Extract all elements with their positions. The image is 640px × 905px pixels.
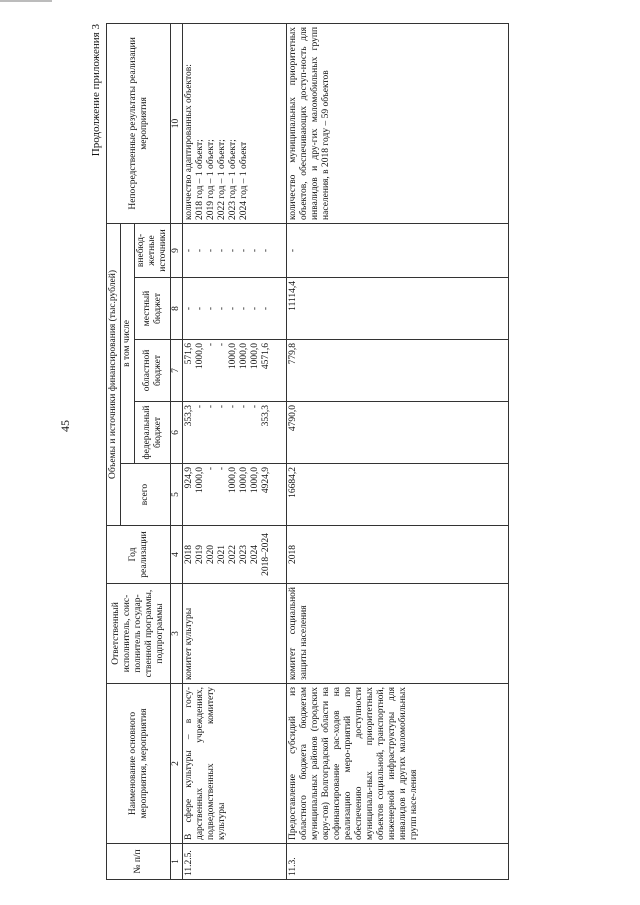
header-including: в том числе bbox=[121, 223, 135, 463]
row-num: 11.2.5. bbox=[183, 844, 287, 880]
header-offbudget: внебюд-жетные источники bbox=[135, 223, 171, 277]
page-number: 45 bbox=[58, 420, 72, 432]
funding-table bbox=[106, 23, 509, 880]
header-regional: областной бюджет bbox=[135, 340, 171, 402]
row-local: 11114,4 bbox=[287, 278, 509, 340]
header-year: Год реализации bbox=[107, 526, 171, 584]
column-number-row bbox=[171, 23, 183, 879]
row-federal: 353,3 - - - - - - 353,3 bbox=[183, 402, 287, 464]
header-total: всего bbox=[121, 464, 171, 526]
col-number: 5 bbox=[171, 464, 183, 526]
row-years: 2018 bbox=[287, 526, 509, 584]
col-number: 9 bbox=[171, 223, 183, 277]
header-num: № п/п bbox=[107, 844, 171, 880]
row-offbudget: - bbox=[287, 223, 509, 277]
col-number: 6 bbox=[171, 402, 183, 464]
row-offbudget: - - - - - - - - bbox=[183, 223, 287, 277]
col-number: 10 bbox=[171, 23, 183, 223]
row-local: - - - - - - - - bbox=[183, 278, 287, 340]
row-total: 924,9 1000,0 - - 1000,0 1000,0 1000,0 4924,9 bbox=[183, 464, 287, 526]
col-number: 2 bbox=[171, 684, 183, 844]
row-name: В сфере культуры – в госу-дарственных учреждениях, подведомственных комитету культуры bbox=[183, 684, 287, 844]
col-number: 1 bbox=[171, 844, 183, 880]
header-row-1 bbox=[107, 23, 121, 879]
row-regional: 571,6 1000,0 - - 1000,0 1000,0 1000,0 4571,6 bbox=[183, 340, 287, 402]
header-result: Непосредственные результаты реализации мероприятия bbox=[107, 23, 171, 223]
header-responsible: Ответственный исполнитель, соис-полнитель государ-ственной программы, подпрограммы bbox=[107, 584, 171, 684]
row-num: 11.3. bbox=[287, 844, 509, 880]
table-row bbox=[183, 23, 287, 879]
col-number: 4 bbox=[171, 526, 183, 584]
table-row bbox=[287, 23, 509, 879]
row-responsible: комитет социальной защиты населения bbox=[287, 584, 509, 684]
col-number: 7 bbox=[171, 340, 183, 402]
rotated-table-sheet bbox=[90, 20, 570, 880]
header-local: местный бюджет bbox=[135, 278, 171, 340]
row-name: Предоставление субсидий из областного бюджета бюджетам муниципальных районов (городских окру-гов) Волгоградской области на софинансирование рас-ходов на реализацию меро-приятий по обеспечению доступности муниципаль-ных приоритетных объектов социальной, транспортной, инженерной инфраструктуры для инвалидов и других маломобильных групп насе-ления bbox=[287, 684, 509, 844]
col-number: 3 bbox=[171, 584, 183, 684]
top-rule bbox=[0, 0, 52, 2]
row-federal: 4790,0 bbox=[287, 402, 509, 464]
header-name: Наименование основного мероприятия, мероприятия bbox=[107, 684, 171, 844]
row-years: 2018 2019 2020 2021 2022 2023 2024 2018–2024 bbox=[183, 526, 287, 584]
row-total: 16684,2 bbox=[287, 464, 509, 526]
row-result: количество муниципальных приоритетных объектов, обеспечивающих доступ-ность для инвалидов и дру-гих маломобильных групп населения, в 2018 году – 59 объектов bbox=[287, 23, 509, 223]
row-responsible: комитет культуры bbox=[183, 584, 287, 684]
row-result: количество адаптированных объектов: 2018 год – 1 объект; 2019 год – 1 объект; 2022 год – 1 объект; 2023 год – 1 объект; 2024 год – 1 объект bbox=[183, 23, 287, 223]
row-regional: 779,8 bbox=[287, 340, 509, 402]
header-federal: федеральный бюджет bbox=[135, 402, 171, 464]
continuation-heading: Продолжение приложения 3 bbox=[90, 24, 102, 157]
header-funding: Объемы и источники финансирования (тыс.рублей) bbox=[107, 223, 121, 525]
col-number: 8 bbox=[171, 278, 183, 340]
